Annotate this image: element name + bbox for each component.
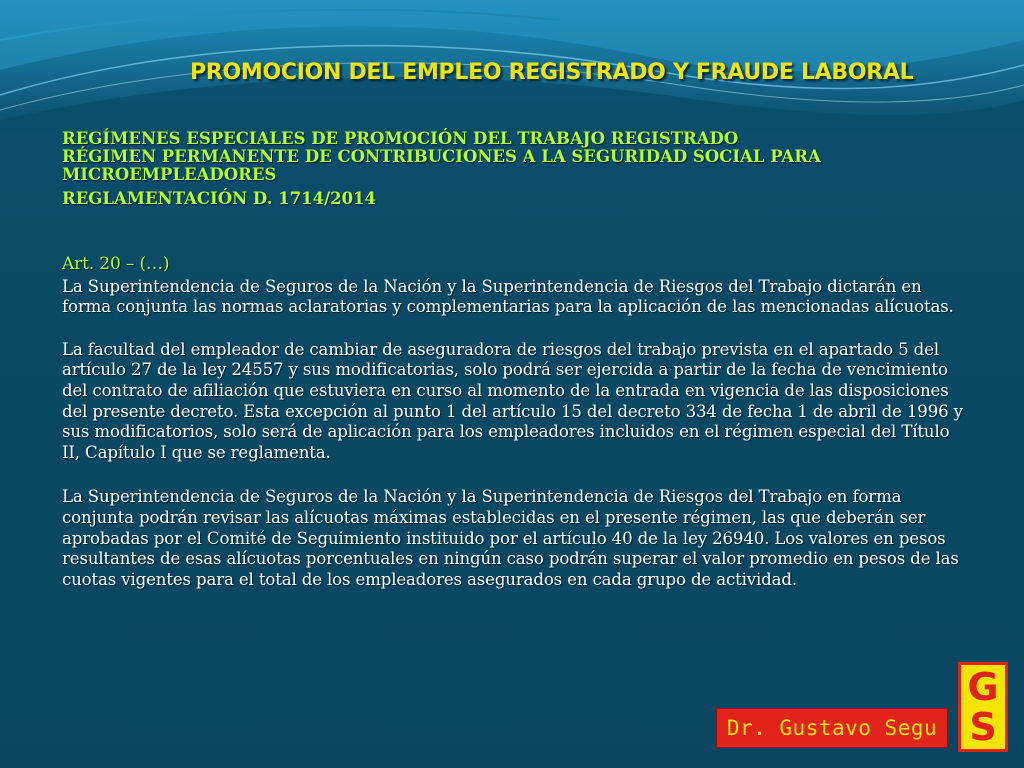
article-body: [62, 254, 970, 614]
author-signature: Dr. Gustavo Segu: [716, 708, 948, 748]
logo-letter-s: S: [969, 705, 997, 749]
gs-logo: [958, 662, 1008, 752]
paragraph-1: La Superintendencia de Seguros de la Nación y la Superintendencia de Riesgos del Trabajo dictarán en forma conjunta las normas aclaratorias y complementarias para la aplicación de las mencionadas alícuotas.: [62, 276, 954, 317]
subheading-regimenes: REGÍMENES ESPECIALES DE PROMOCIÓN DEL TRABAJO REGISTRADO: [62, 129, 739, 148]
logo-letter-g: G: [967, 665, 999, 709]
paragraph-3: La Superintendencia de Seguros de la Nación y la Superintendencia de Riesgos del Trabajo en forma conjunta podrán revisar las alícuotas máximas establecidas en el presente régimen, las que deberán ser aprobadas por el Comité de Seguimiento instituido por el artículo 40 de la ley 26940. Los valores en pesos resultantes de esas alícuotas porcentuales en ningún caso podrán superar el valor promedio en pesos de las cuotas vigentes para el total de los empleadores asegurados en cada grupo de actividad.: [62, 487, 959, 589]
subheading-reglamentacion: REGLAMENTACIÓN D. 1714/2014: [62, 189, 377, 208]
slide-title: PROMOCION DEL EMPLEO REGISTRADO Y FRAUDE LABORAL: [190, 60, 914, 85]
subheading-regimen-permanente: RÉGIMEN PERMANENTE DE CONTRIBUCIONES A LA SEGURIDAD SOCIAL PARA MICROEMPLEADORES: [62, 147, 821, 184]
subheadings: [62, 130, 942, 214]
article-heading: Art. 20 – (…): [62, 254, 170, 274]
paragraph-2: La facultad del empleador de cambiar de aseguradora de riesgos del trabajo prevista en el apartado 5 del artículo 27 de la ley 24557 y sus modificatorias, solo podrá ser ejercida a partir de la fecha de vencimiento del contrato de afiliación que estuviera en curso al momento de la entrada en vigencia de las disposiciones del presente decreto. Esta excepción al punto 1 del artículo 15 del decreto 334 de fecha 1 de abril de 1996 y sus modificatorios, solo será de aplicación para los empleadores incluidos en el régimen especial del Título II, Capítulo I que se reglamenta.: [62, 339, 963, 462]
